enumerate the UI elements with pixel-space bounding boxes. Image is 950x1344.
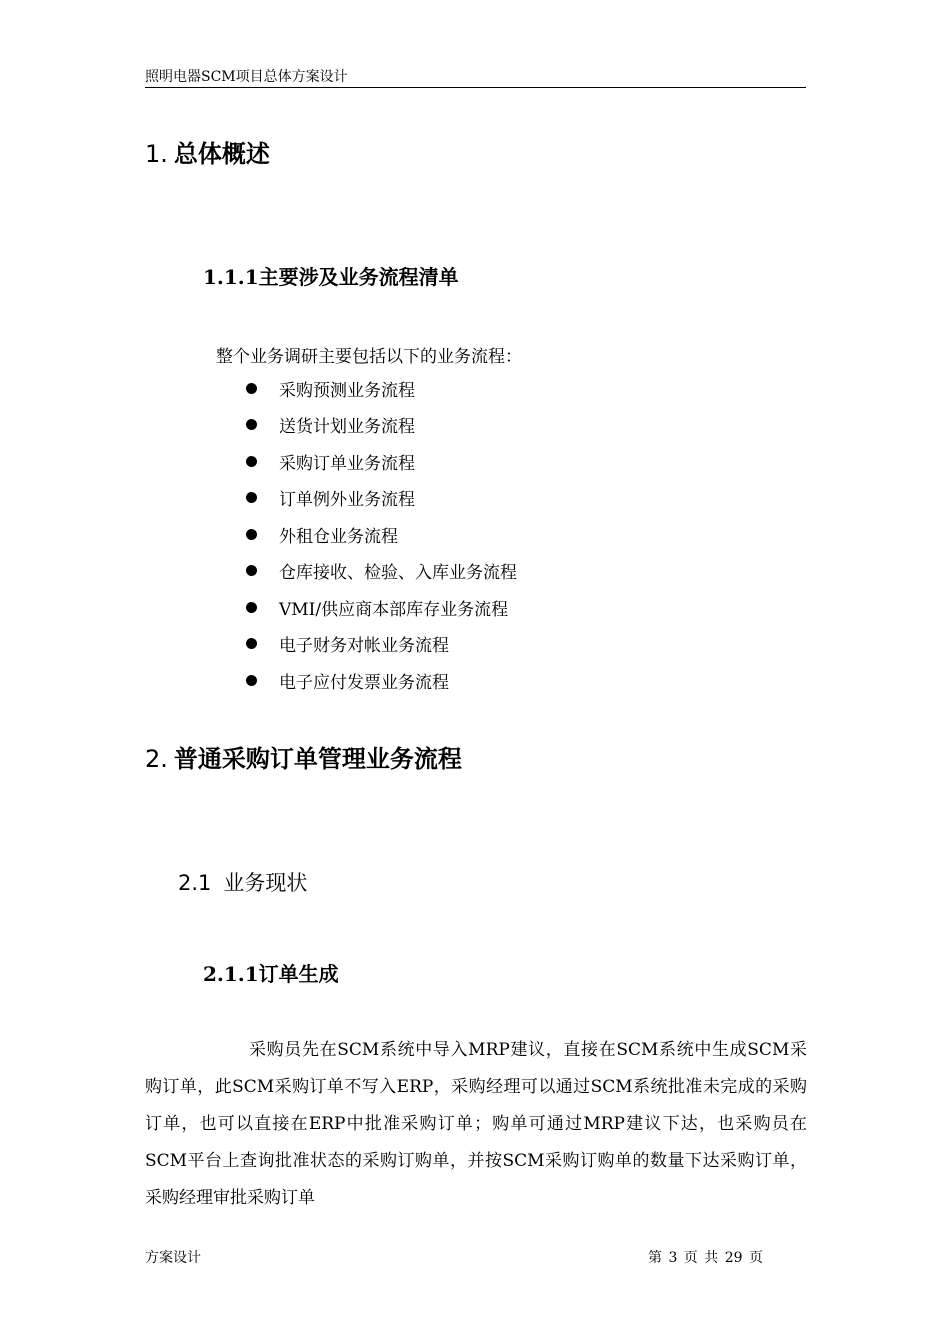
list-item-label: 仓库接收、检验、入库业务流程	[279, 563, 517, 584]
process-list	[246, 370, 517, 699]
page-footer-left: 方案设计	[145, 1250, 201, 1266]
subsection-2-1-title: 业务现状	[223, 871, 308, 895]
bullet-icon	[246, 383, 257, 394]
list-item	[246, 516, 517, 553]
list-item	[246, 626, 517, 663]
list-item-label: 采购预测业务流程	[279, 380, 415, 401]
list-item	[246, 370, 517, 407]
list-item	[246, 662, 517, 699]
list-item-label: 电子应付发票业务流程	[279, 672, 449, 693]
list-item-label: 电子财务对帐业务流程	[279, 636, 449, 657]
bullet-icon	[246, 419, 257, 430]
subsection-1-1-1-heading: 1.1.1主要涉及业务流程清单	[203, 265, 459, 289]
section-2-heading	[145, 739, 462, 774]
bullet-icon	[246, 492, 257, 503]
page-header: 照明电器SCM项目总体方案设计	[145, 69, 348, 85]
list-item-label: 外租仓业务流程	[279, 526, 398, 547]
bullet-icon	[246, 456, 257, 467]
list-item	[246, 480, 517, 517]
list-item-label: 采购订单业务流程	[279, 453, 415, 474]
list-item	[246, 407, 517, 444]
list-item-label: 送货计划业务流程	[279, 417, 415, 438]
section-2-number: 2.	[145, 745, 168, 773]
process-list-intro: 整个业务调研主要包括以下的业务流程：	[216, 347, 522, 367]
list-item	[246, 589, 517, 626]
section-2-title: 普通采购订单管理业务流程	[173, 745, 462, 773]
list-item-label: 订单例外业务流程	[279, 490, 415, 511]
subsection-2-1-heading	[178, 867, 307, 897]
section-1-heading	[145, 134, 270, 169]
bullet-icon	[246, 529, 257, 540]
body-paragraph: 采购员先在SCM系统中导入MRP建议，直接在SCM系统中生成SCM采购订单，此SCM采购订单不写入ERP，采购经理可以通过SCM系统批准未完成的采购订单，也可以直接在ERP中批准采购订单；购单可通过MRP建议下达，也采购员在SCM平台上查询批准状态的采购订购单，并按SCM采购订购单的数量下达采购订单，采购经理审批采购订单	[145, 1040, 807, 1208]
list-item	[246, 553, 517, 590]
bullet-icon	[246, 602, 257, 613]
bullet-icon	[246, 638, 257, 649]
bullet-icon	[246, 675, 257, 686]
bullet-icon	[246, 565, 257, 576]
list-item-label: VMI/供应商本部库存业务流程	[279, 599, 509, 620]
list-item	[246, 443, 517, 480]
subsection-2-1-number: 2.1	[178, 871, 212, 895]
body-paragraph-block	[145, 1032, 807, 1217]
section-1-number: 1.	[145, 140, 168, 168]
page-number: 第 3 页 共 29 页	[648, 1250, 763, 1266]
section-1-title: 总体概述	[173, 140, 270, 168]
subsection-2-1-1-heading: 2.1.1订单生成	[203, 962, 339, 986]
header-divider	[145, 87, 806, 88]
